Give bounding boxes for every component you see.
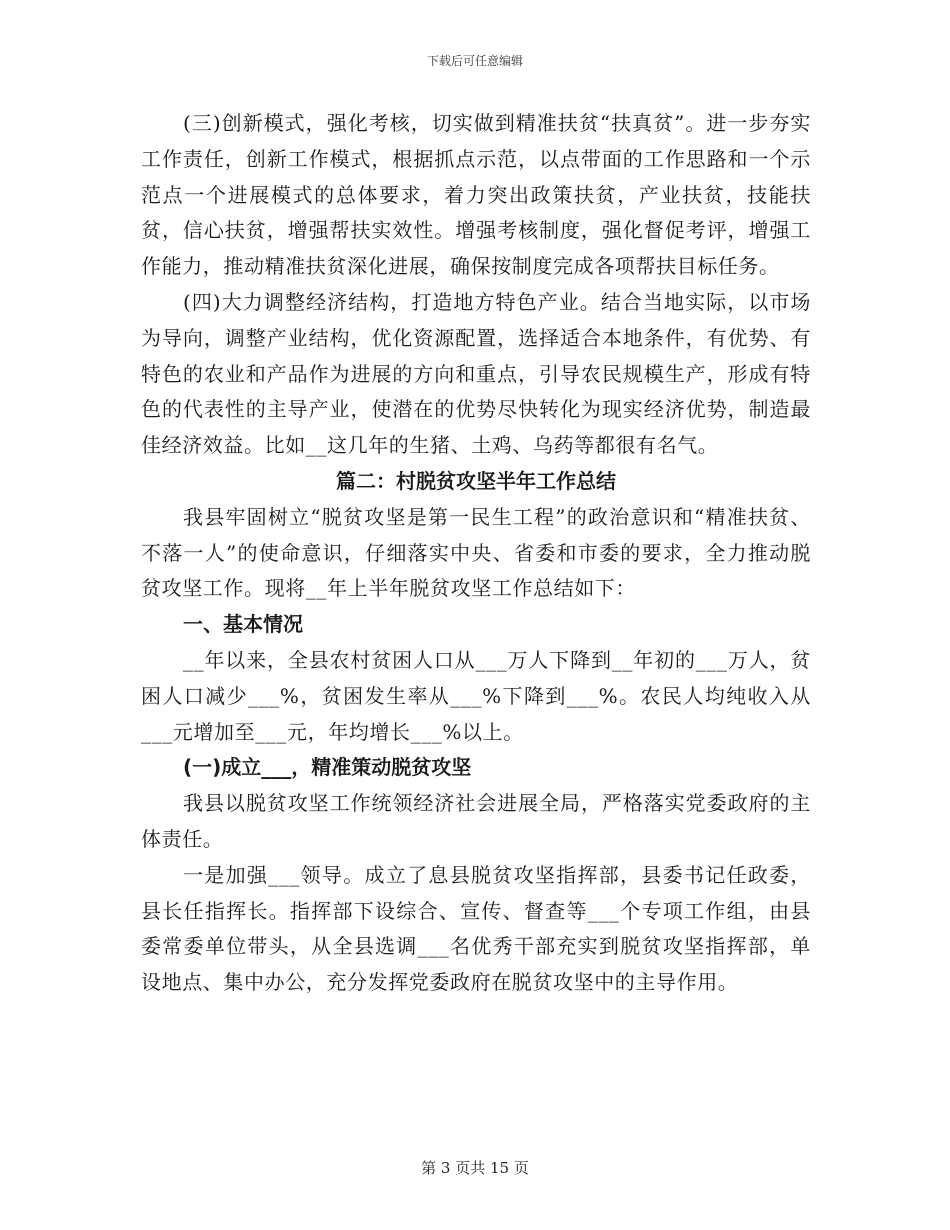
document-body — [141, 106, 811, 1001]
paragraph-statistics: __年以来，全县农村贫困人口从___万人下降到__年初的___万人，贫困人口减少___%，贫困发生率从___%下降到___%。农民人均纯收入从___元增加至___元，年均增长___%以上。 — [141, 647, 811, 744]
paragraph-economic-structure: (四)大力调整经济结构，打造地方特色产业。结合当地实际，以市场为导向，调整产业结构，优化资源配置，选择适合本地条件，有优势、有特色的农业和产品作为进展的方向和重点，引导农民规模生产，形成有特色的代表性的主导产业，使潜在的优势尽快转化为现实经济优势，制造最佳经济效益。比如__这几年的生猪、土鸡、乌药等都很有名气。 — [141, 289, 811, 458]
paragraph-innovation-mode: (三)创新模式，强化考核，切实做到精准扶贫“扶真贫”。进一步夯实工作责任，创新工作模式，根据抓点示范，以点带面的工作思路和一个示范点一个进展模式的总体要求，着力突出政策扶贫，产业扶贫，技能扶贫，信心扶贫，增强帮扶实效性。增强考核制度，强化督促考评，增强工作能力，推动精准扶贫深化进展，确保按制度完成各项帮扶目标任务。 — [141, 111, 811, 279]
page-number: 第 3 页共 15 页 — [421, 1159, 529, 1177]
heading-basic-situation: 一、基本情况 — [183, 612, 303, 637]
section-title: 篇二：村脱贫攻坚半年工作总结 — [336, 468, 616, 493]
page-header: 下载后可任意编辑 — [426, 54, 523, 68]
paragraph-responsibility: 我县以脱贫攻坚工作统领经济社会进展全局，严格落实党委政府的主体责任。 — [141, 791, 811, 851]
heading-establish: (一)成立___，精准策动脱贫攻坚 — [183, 755, 472, 780]
paragraph-intro: 我县牢固树立“脱贫攻坚是第一民生工程”的政治意识和“精准扶贫、不落一人”的使命意识，仔细落实中央、省委和市委的要求，全力推动脱贫攻坚工作。现将__年上半年脱贫攻坚工作总结如下： — [141, 504, 811, 601]
paragraph-leadership: 一是加强___领导。成立了息县脱贫攻坚指挥部，县委书记任政委，县长任指挥长。指挥部下设综合、宣传、督查等___个专项工作组，由县委常委单位带头，从全县选调___名优秀干部充实到脱贫攻坚指挥部，单设地点、集中办公，充分发挥党委政府在脱贫攻坚中的主导作用。 — [141, 862, 811, 995]
